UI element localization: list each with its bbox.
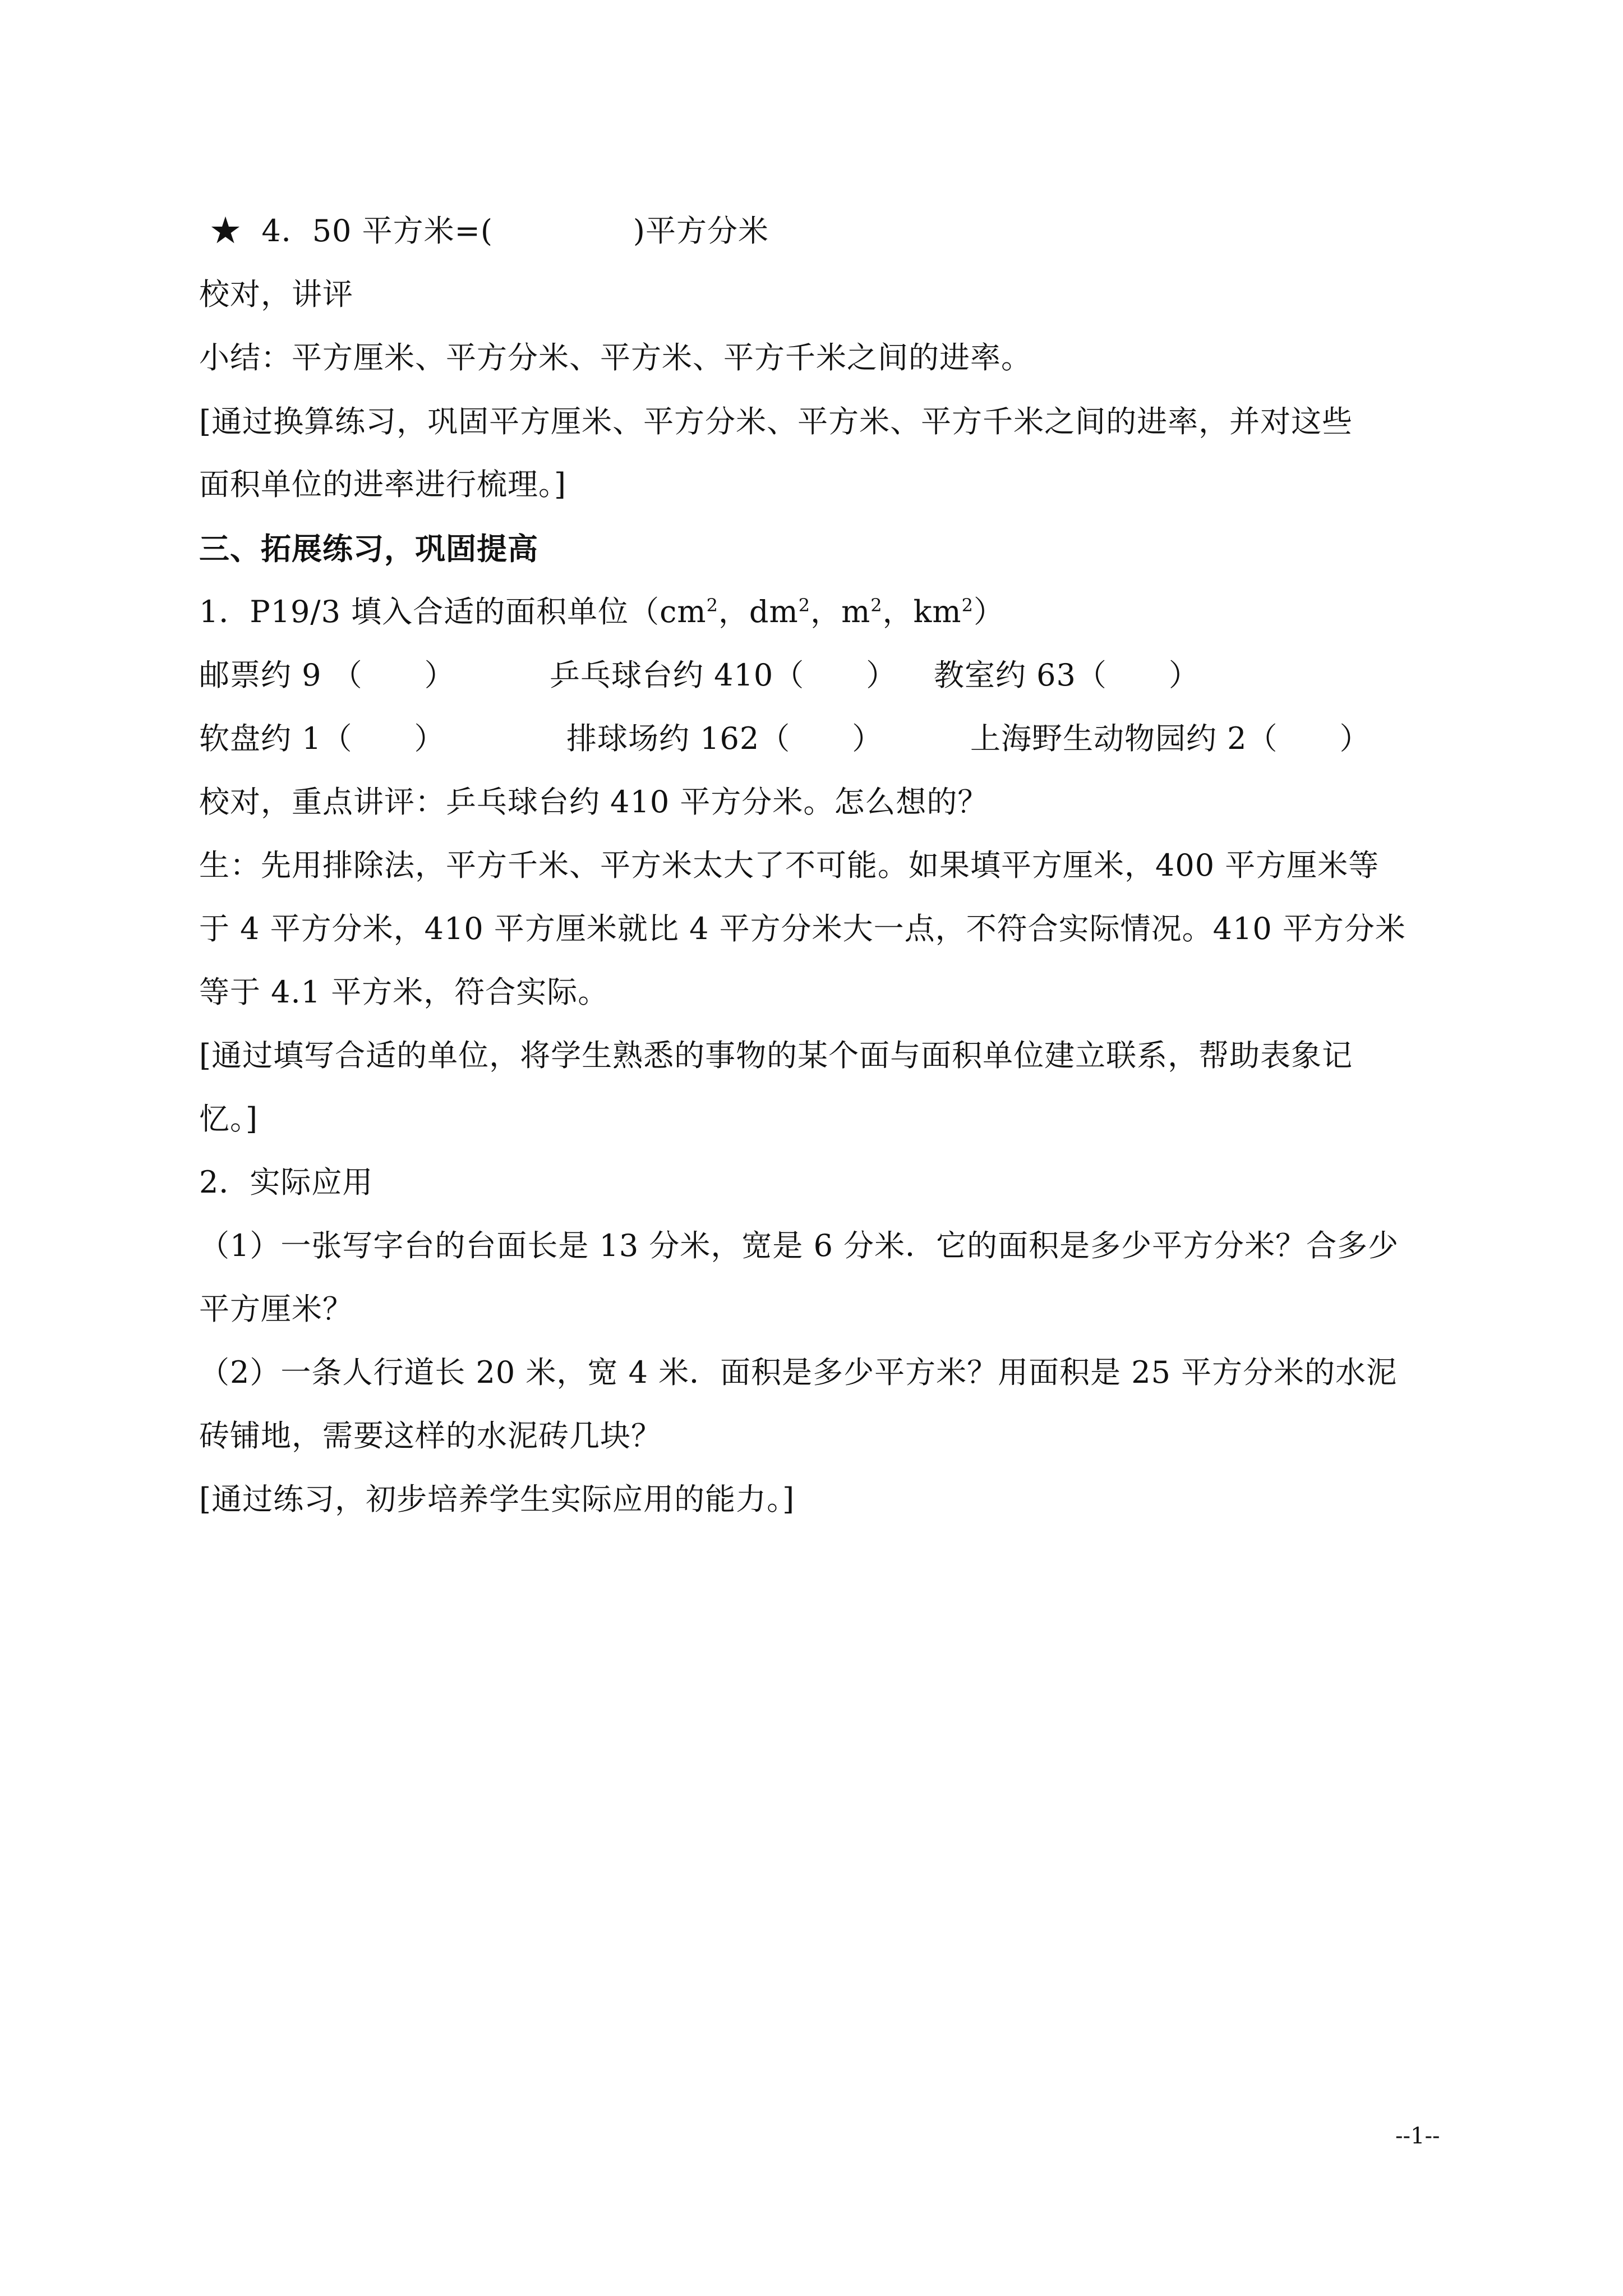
page-number: --1-- — [1395, 2123, 1440, 2149]
superscript-2: 2 — [870, 595, 883, 616]
problem-1-line-2: 平方厘米？ — [199, 1291, 353, 1327]
unit-dm: ，dm — [718, 594, 799, 629]
wildlife-park-item: 上海野生动物园约 2（ ） — [970, 721, 1371, 756]
check-key-review: 校对，重点讲评：乒乓球台约 410 平方分米。怎么想的？ — [199, 784, 989, 820]
stamp-item: 邮票约 9 （ ） — [199, 657, 455, 693]
student-answer-line-3: 等于 4.1 平方米，符合实际。 — [199, 974, 609, 1010]
exercise-1-prefix: 1．P19/3 填入合适的面积单位（cm — [199, 594, 707, 629]
note-2-line-1: [通过填写合适的单位，将学生熟悉的事物的某个面与面积单位建立联系，帮助表象记 — [199, 1038, 1353, 1073]
student-answer-line-2: 于 4 平方分米，410 平方厘米就比 4 平方分米大一点，不符合实际情况。410 平方分米 — [199, 911, 1406, 946]
problem-1-line-1: （1）一张写字台的台面长是 13 分米，宽是 6 分米．它的面积是多少平方分米？合多少 — [199, 1228, 1399, 1263]
note-1-line-2: 面积单位的进率进行梳理。] — [199, 467, 567, 502]
star-icon: ★ — [210, 213, 241, 249]
table-tennis-item: 乒乓球台约 410（ ） — [550, 657, 897, 693]
note-3: [通过练习，初步培养学生实际应用的能力。] — [199, 1481, 795, 1517]
question-4-unit: )平方分米 — [633, 213, 769, 249]
problem-2-line-1: （2）一条人行道长 20 米，宽 4 米．面积是多少平方米？用面积是 25 平方分米的水泥 — [199, 1355, 1398, 1390]
unit-km: ，km — [882, 594, 962, 629]
student-answer-line-1: 生：先用排除法，平方千米、平方米太大了不可能。如果填平方厘米，400 平方厘米等 — [199, 848, 1380, 883]
summary: 小结：平方厘米、平方分米、平方米、平方千米之间的进率。 — [199, 340, 1032, 375]
floppy-disk-item: 软盘约 1（ ） — [199, 721, 445, 756]
unit-m: ，m — [810, 594, 871, 629]
superscript-2: 2 — [961, 595, 974, 616]
section-3-heading: 三、拓展练习，巩固提高 — [199, 531, 538, 567]
volleyball-court-item: 排球场约 162（ ） — [566, 721, 883, 756]
note-2-line-2: 忆。] — [199, 1101, 259, 1137]
question-4 — [210, 209, 769, 254]
classroom-item: 教室约 63（ ） — [934, 657, 1200, 693]
problem-2-line-2: 砖铺地，需要这样的水泥砖几块？ — [199, 1418, 662, 1453]
exercise-1-suffix: ） — [973, 594, 1004, 629]
check-review: 校对，讲评 — [199, 277, 353, 312]
exercise-2-heading: 2．实际应用 — [199, 1165, 374, 1200]
superscript-2: 2 — [798, 595, 811, 616]
superscript-2: 2 — [706, 595, 718, 616]
exercise-1-heading — [199, 590, 1004, 634]
question-4-label: 4．50 平方米=( — [261, 213, 493, 249]
note-1-line-1: [通过换算练习，巩固平方厘米、平方分米、平方米、平方千米之间的进率，并对这些 — [199, 404, 1353, 439]
